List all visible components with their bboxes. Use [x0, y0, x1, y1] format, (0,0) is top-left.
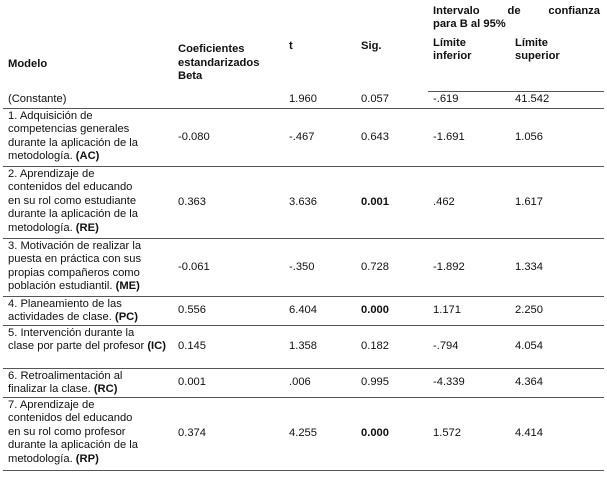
cell-lower: 1.572	[428, 398, 510, 471]
row-label-text: competencias generales	[8, 123, 130, 136]
row-label-line	[8, 340, 169, 353]
header-ci-title-line: para B al 95%	[433, 18, 506, 31]
row-code: (RC)	[93, 383, 118, 396]
row-label-text: puesta en práctica con sus	[8, 253, 142, 266]
row-label-text: 4. Planeamiento de las	[8, 298, 122, 310]
header-ci-title	[428, 2, 604, 35]
row-label-line	[8, 150, 169, 163]
cell-t: -.350	[284, 239, 356, 297]
row-code: (IC)	[147, 340, 166, 353]
row-label-text: en su rol como profesor	[8, 425, 126, 438]
header-lower-line: inferior	[433, 50, 472, 63]
row-label-line	[8, 370, 169, 383]
header-upper	[510, 35, 604, 92]
row-label-text: en su rol como estudiante	[8, 194, 137, 207]
header-t: t	[289, 40, 293, 52]
cell-lower: -.619	[428, 92, 510, 109]
row-label-line	[8, 439, 169, 452]
table-row	[3, 92, 604, 109]
cell-sig: 0.001	[356, 167, 428, 239]
cell-sig: 0.057	[356, 92, 428, 109]
cell-upper: 1.056	[510, 109, 604, 167]
row-label-text: clase por parte del profesor	[8, 340, 145, 353]
header-lower-line: Límite	[433, 37, 466, 49]
row-label-line	[8, 240, 169, 253]
cell-lower: -1.691	[428, 109, 510, 167]
cell-sig: 0.182	[356, 326, 428, 369]
row-label-text: propias compañeros como	[8, 266, 140, 279]
row-label-text: metodología.	[8, 150, 73, 163]
header-beta-line: estandarizados	[178, 56, 260, 69]
cell-t: 1.960	[284, 92, 356, 109]
cell-beta: -0.061	[173, 239, 284, 297]
row-label	[3, 398, 173, 471]
row-label-line	[8, 412, 169, 425]
cell-t: -.467	[284, 109, 356, 167]
row-label-text: 1. Adquisición de	[8, 110, 93, 122]
row-label	[3, 297, 173, 326]
row-label-text: durante la aplicación de la	[8, 208, 138, 221]
row-label-line	[8, 208, 169, 221]
row-label-line	[8, 298, 169, 311]
cell-sig: 0.728	[356, 239, 428, 297]
table-body	[3, 92, 604, 471]
row-label-line	[8, 110, 169, 123]
cell-t: .006	[284, 369, 356, 398]
cell-sig: 0.995	[356, 369, 428, 398]
regression-table	[3, 2, 604, 471]
row-label	[3, 239, 173, 297]
row-label	[3, 92, 173, 109]
cell-upper: 4.054	[510, 326, 604, 369]
cell-sig: 0.000	[356, 297, 428, 326]
cell-beta	[173, 92, 284, 109]
cell-upper: 41.542	[510, 92, 604, 109]
cell-upper: 4.414	[510, 398, 604, 471]
row-label	[3, 369, 173, 398]
header-upper-line: superior	[515, 50, 560, 63]
header-modelo: Modelo	[8, 58, 48, 71]
row-code: (PC)	[114, 311, 138, 324]
cell-t: 4.255	[284, 398, 356, 471]
row-label-line	[8, 137, 169, 150]
cell-lower: 1.171	[428, 297, 510, 326]
cell-lower: -.794	[428, 326, 510, 369]
row-label-line	[8, 195, 169, 208]
row-label-line	[8, 453, 169, 466]
cell-beta: -0.080	[173, 109, 284, 167]
row-label-line	[8, 93, 169, 106]
row-label-line	[8, 280, 169, 293]
row-label-line	[8, 253, 169, 266]
cell-sig: 0.000	[356, 398, 428, 471]
row-label-line	[8, 311, 169, 324]
row-label-text: (Constante)	[8, 92, 67, 105]
row-label-text: metodología.	[8, 452, 73, 465]
header-beta	[173, 2, 284, 92]
cell-t: 6.404	[284, 297, 356, 326]
row-label-text: durante la aplicación de la	[8, 136, 138, 149]
row-label-line	[8, 399, 169, 412]
table-row	[3, 239, 604, 297]
cell-upper: 4.364	[510, 369, 604, 398]
row-label	[3, 109, 173, 167]
row-label-text: 7. Aprendizaje de	[8, 399, 95, 411]
cell-upper: 1.334	[510, 239, 604, 297]
header-lower	[428, 35, 510, 92]
cell-beta: 0.145	[173, 326, 284, 369]
row-label	[3, 167, 173, 239]
row-label-text: durante la aplicación de la	[8, 439, 138, 452]
cell-beta: 0.363	[173, 167, 284, 239]
row-label-text: contenidos del educando	[8, 412, 133, 425]
table-row	[3, 326, 604, 369]
cell-sig: 0.643	[356, 109, 428, 167]
row-label-line	[8, 426, 169, 439]
row-label-text: población estudiantil.	[8, 280, 113, 293]
row-code: (AC)	[75, 150, 100, 163]
cell-lower: -4.339	[428, 369, 510, 398]
table-row	[3, 398, 604, 471]
row-label-line	[8, 168, 169, 181]
row-label-text: finalizar la clase.	[8, 383, 91, 396]
cell-beta: 0.374	[173, 398, 284, 471]
row-code: (ME)	[115, 280, 140, 293]
row-label-line	[8, 383, 169, 396]
row-label-line	[8, 267, 169, 280]
cell-upper: 2.250	[510, 297, 604, 326]
header-beta-line: Coeficientes	[178, 43, 245, 56]
row-label	[3, 326, 173, 369]
row-label-text: actividades de clase.	[8, 311, 112, 324]
table-row	[3, 297, 604, 326]
header-beta-line: Beta	[178, 70, 203, 83]
row-label-line	[8, 181, 169, 194]
cell-t: 3.636	[284, 167, 356, 239]
header-row-1	[3, 2, 604, 35]
row-label-text: contenidos del educando	[8, 181, 133, 194]
cell-lower: -1.892	[428, 239, 510, 297]
table-row	[3, 109, 604, 167]
header-upper-line: Límite	[515, 37, 548, 49]
row-label-line	[8, 123, 169, 136]
cell-t: 1.358	[284, 326, 356, 369]
row-label-line	[8, 222, 169, 235]
row-label-text: 5. Intervención durante la	[8, 327, 135, 339]
row-label-text: metodología.	[8, 221, 73, 234]
table-row	[3, 167, 604, 239]
header-ci-title-line: Intervalo de confianza	[433, 5, 600, 17]
row-label-line	[8, 327, 169, 340]
row-code: (RP)	[75, 452, 99, 465]
row-label-text: 3. Motivación de realizar la	[8, 240, 142, 252]
row-code: (RE)	[75, 221, 99, 234]
cell-upper: 1.617	[510, 167, 604, 239]
cell-lower: .462	[428, 167, 510, 239]
header-sig: Sig.	[361, 40, 382, 52]
row-label-text: 2. Aprendizaje de	[8, 168, 95, 180]
cell-beta: 0.001	[173, 369, 284, 398]
cell-beta: 0.556	[173, 297, 284, 326]
table-row	[3, 369, 604, 398]
row-label-text: 6. Retroalimentación al	[8, 370, 123, 382]
